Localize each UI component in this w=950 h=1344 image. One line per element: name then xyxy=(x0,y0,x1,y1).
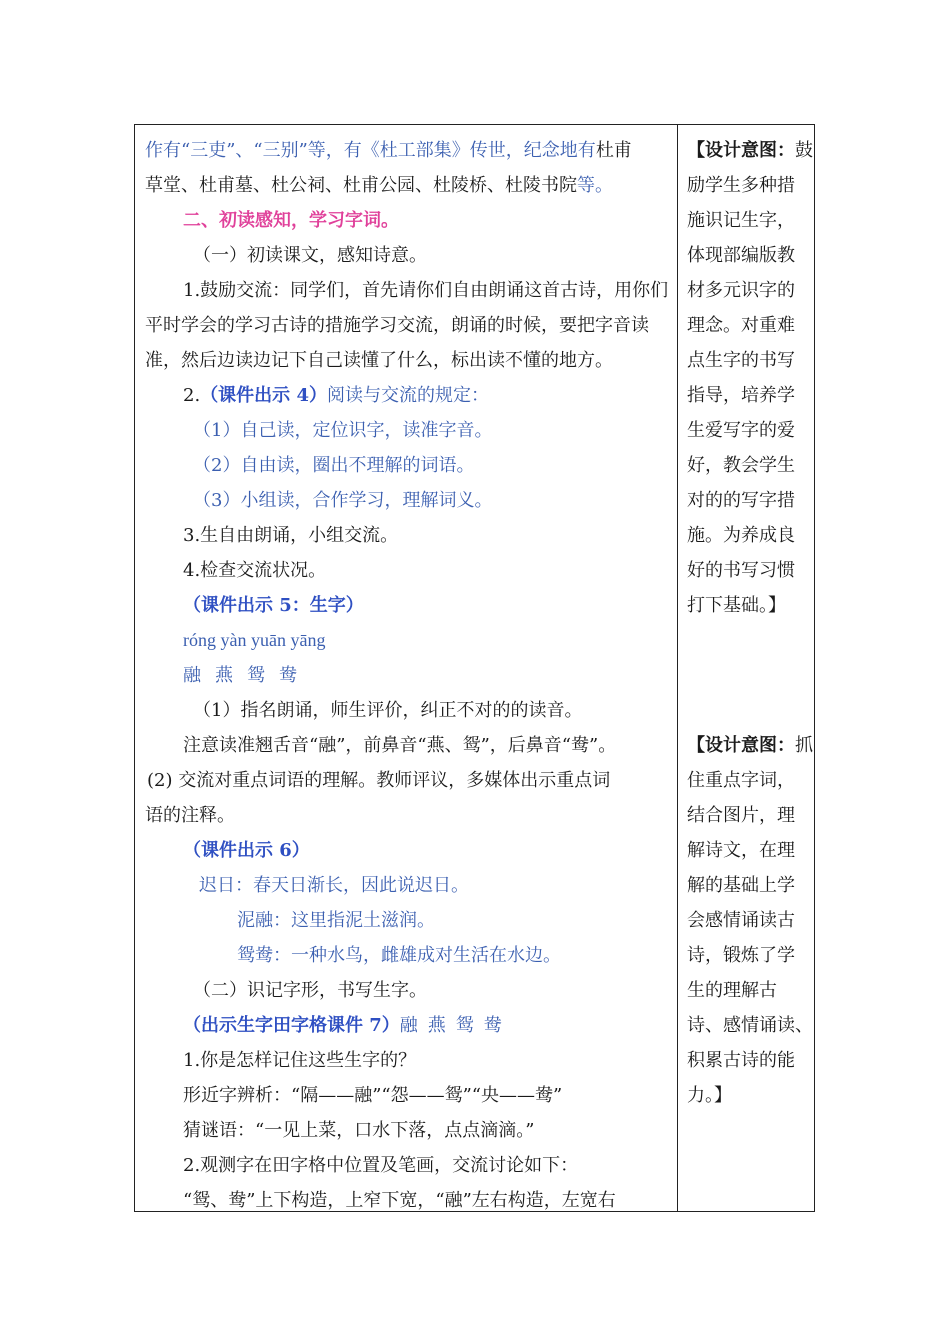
intro-line-1: 作有“三吏”、“三别”等，有《杜工部集》传世，纪念地有杜甫 xyxy=(145,140,632,161)
definition: 鸳鸯：一种水鸟，雌雄成对生活在水边。 xyxy=(237,945,561,966)
subheading-2: （二）识记字形，书写生字。 xyxy=(193,980,427,1001)
design-note-1-first-line: 【设计意图：鼓 xyxy=(687,140,813,161)
definition: 泥融：这里指泥土滋润。 xyxy=(237,910,435,931)
step-3: 3.生自由朗诵，小组交流。 xyxy=(183,525,399,546)
teaching-process-column xyxy=(145,133,673,1218)
design-note-2-first-line: 【设计意图：抓 xyxy=(687,735,813,756)
paragraph-line: 准，然后边读边记下自己读懂了什么，标出读不懂的地方。 xyxy=(145,350,613,371)
character: 鸯 xyxy=(279,665,297,686)
design-note-line: 生爱写字的爱 xyxy=(687,420,795,441)
character: 融 xyxy=(183,665,201,686)
paragraph-line: 平时学会的学习古诗的措施学习交流，朗诵的时候，要把字音读 xyxy=(145,315,649,336)
design-note-line: 点生字的书写 xyxy=(687,350,795,371)
character: 鸳 xyxy=(455,1015,474,1036)
design-note-line: 材多元识字的 xyxy=(687,280,795,301)
lesson-plan-table xyxy=(134,124,815,1212)
vocabulary-step: (2) 交流对重点词语的理解。教师评议，多媒体出示重点词 xyxy=(147,770,611,791)
subheading-1: （一）初读课文，感知诗意。 xyxy=(193,245,427,266)
design-note-line: 体现部编版教 xyxy=(687,245,795,266)
rule-item: （1）自己读，定位识字，读准字音。 xyxy=(193,420,493,441)
definition: 迟日：春天日渐长，因此说迟日。 xyxy=(199,875,469,896)
design-note-line: 好，教会学生 xyxy=(687,455,795,476)
character: 燕 xyxy=(215,665,233,686)
similar-characters: 形近字辨析：“隔——融”“怨——鸳”“央——鸯” xyxy=(183,1085,563,1106)
rule-item: （3）小组读，合作学习，理解词义。 xyxy=(193,490,493,511)
design-note-line: 打下基础。】 xyxy=(687,595,786,616)
character: 鸯 xyxy=(483,1015,502,1036)
design-note-line: 力。】 xyxy=(687,1085,732,1106)
pronunciation-step: （1）指名朗诵，师生评价，纠正不对的的读音。 xyxy=(193,700,583,721)
design-note-line: 指导，培养学 xyxy=(687,385,795,406)
design-intent-column xyxy=(687,133,813,1113)
design-note-line: 好的书写习惯 xyxy=(687,560,795,581)
courseware-7-line: （出示生字田字格课件 7）融 燕 鸳 鸯 xyxy=(183,1015,502,1036)
design-note-line: 诗，锻炼了学 xyxy=(687,945,795,966)
courseware-4-line: 2.（课件出示 4）阅读与交流的规定： xyxy=(183,385,489,406)
pinyin-line: róng yàn yuān yāng xyxy=(183,630,326,650)
design-note-line: 对的的写字措 xyxy=(687,490,795,511)
courseware-5-heading: （课件出示 5：生字） xyxy=(183,595,364,616)
paragraph-line: 1.鼓励交流：同学们，首先请你们自由朗诵这首古诗，用你们 xyxy=(183,280,669,301)
design-note-line: 积累古诗的能 xyxy=(687,1050,795,1071)
section-heading-2: 二、初读感知，学习字词。 xyxy=(183,210,399,231)
design-note-line: 诗、感情诵读、 xyxy=(687,1015,813,1036)
character: 燕 xyxy=(427,1015,446,1036)
rule-item: （2）自由读，圈出不理解的词语。 xyxy=(193,455,475,476)
vocabulary-step-cont: 语的注释。 xyxy=(145,805,235,826)
character: 融 xyxy=(399,1015,418,1036)
column-divider xyxy=(677,125,678,1211)
question-line: 1.你是怎样记住这些生字的？ xyxy=(183,1050,417,1071)
structure-note: “鸳、鸯”上下构造，上窄下宽，“融”左右构造，左宽右 xyxy=(183,1190,616,1211)
intro-line-2: 草堂、杜甫墓、杜公祠、杜甫公园、杜陵桥、杜陵书院等。 xyxy=(145,175,613,196)
observation-step: 2.观测字在田字格中位置及笔画，交流讨论如下： xyxy=(183,1155,579,1176)
pronunciation-note: 注意读准翘舌音“融”，前鼻音“燕、鸳”，后鼻音“鸯”。 xyxy=(183,735,617,756)
design-note-line: 生的理解古 xyxy=(687,980,777,1001)
step-4: 4.检查交流状况。 xyxy=(183,560,327,581)
design-note-line: 施识记生字， xyxy=(687,210,795,231)
riddle: 猜谜语：“一见上菜，口水下落，点点滴滴。” xyxy=(183,1120,535,1141)
design-note-line: 理念。对重难 xyxy=(687,315,795,336)
character: 鸳 xyxy=(247,665,265,686)
design-note-line: 解诗文，在理 xyxy=(687,840,795,861)
design-note-line: 施。为养成良 xyxy=(687,525,795,546)
design-note-line: 结合图片，理 xyxy=(687,805,795,826)
courseware-6-heading: （课件出示 6） xyxy=(183,840,310,861)
new-characters xyxy=(145,658,673,693)
design-note-line: 解的基础上学 xyxy=(687,875,795,896)
design-note-line: 住重点字词， xyxy=(687,770,795,791)
design-note-line: 会感情诵读古 xyxy=(687,910,795,931)
design-note-line: 励学生多种措 xyxy=(687,175,795,196)
